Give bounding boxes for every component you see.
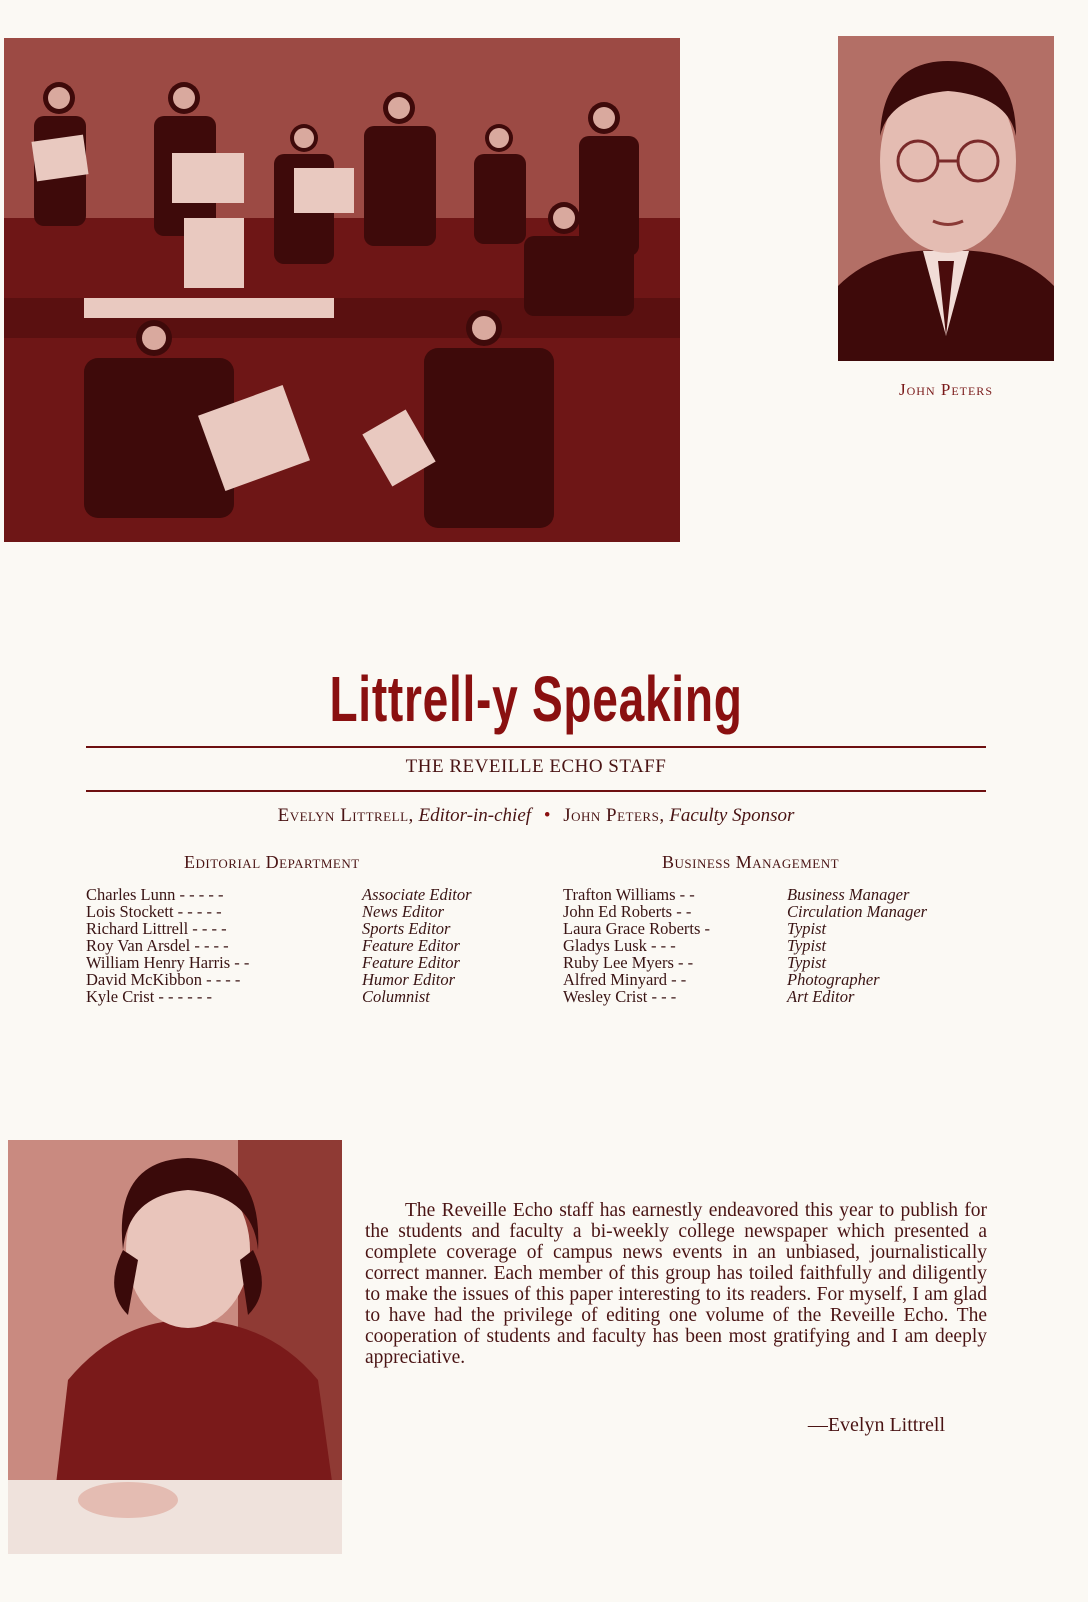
list-item — [86, 937, 472, 954]
staff-role: Sports Editor — [362, 919, 451, 938]
editor-portrait-illustration — [8, 1140, 342, 1554]
list-item — [563, 937, 927, 954]
sponsor-portrait-illustration — [838, 36, 1054, 361]
staff-role: Columnist — [362, 987, 430, 1006]
list-item — [86, 971, 472, 988]
staff-group-photo — [4, 38, 680, 542]
staff-name: Wesley Crist - - - — [563, 987, 677, 1006]
list-item — [563, 954, 927, 971]
staff-role: Associate Editor — [362, 885, 472, 904]
business-management-heading: Business Management — [662, 852, 840, 872]
staff-role: News Editor — [362, 902, 445, 921]
staff-name: Roy Van Arsdel - - - - — [86, 936, 229, 955]
list-item — [563, 920, 927, 937]
staff-role: Business Manager — [787, 885, 910, 904]
list-item — [563, 903, 927, 920]
page-title: Littrell-y Speaking — [329, 663, 743, 735]
staff-role: Typist — [787, 953, 827, 972]
list-item — [563, 988, 927, 1005]
staff-name: Trafton Williams - - — [563, 885, 695, 904]
list-item — [563, 971, 927, 988]
editor-name: Evelyn Littrell, — [277, 805, 414, 826]
staff-role: Photographer — [787, 970, 880, 989]
staff-name: Alfred Minyard - - — [563, 970, 687, 989]
editor-letter: The Reveille Echo staff has earnestly endeavored this year to publish for the students and faculty a bi-weekly college newspaper which presented a complete coverage of campus news events in an unbiased, journalistically correct manner. Each member of this group has toiled faithfully and diligently to make the issues of this paper interesting to its readers. For myself, I am glad to have had the privilege of editing one volume of the Reveille Echo. The cooperation of students and faculty has been most gratifying and I am deeply appreciative. — [365, 1200, 987, 1368]
editor-signature: —Evelyn Littrell — [807, 1414, 945, 1436]
staff-name: Lois Stockett - - - - - — [86, 902, 222, 921]
staff-role: Circulation Manager — [787, 902, 928, 921]
staff-name: Charles Lunn - - - - - — [86, 885, 224, 904]
staff-name: Gladys Lusk - - - — [563, 936, 676, 955]
list-item — [86, 954, 472, 971]
sponsor-portrait-photo — [838, 36, 1054, 361]
staff-role: Typist — [787, 936, 827, 955]
staff-role: Typist — [787, 919, 827, 938]
staff-name: William Henry Harris - - — [86, 953, 250, 972]
top-divider — [86, 746, 986, 748]
editorial-department-heading: Editorial Department — [184, 852, 360, 872]
list-item — [86, 886, 472, 903]
editorial-roster — [86, 886, 472, 1005]
staff-name: Laura Grace Roberts - — [563, 919, 711, 938]
sponsor-photo-caption: John Peters — [899, 380, 993, 399]
business-roster — [563, 886, 927, 1005]
staff-name: David McKibbon - - - - — [86, 970, 241, 989]
staff-role: Art Editor — [787, 987, 855, 1006]
list-item — [86, 988, 472, 1005]
staff-group-illustration — [4, 38, 680, 542]
editor-portrait-photo — [8, 1140, 342, 1554]
bottom-divider — [86, 790, 986, 792]
staff-name: Richard Littrell - - - - — [86, 919, 227, 938]
staff-heading: THE REVEILLE ECHO STAFF — [405, 756, 667, 777]
staff-name: Kyle Crist - - - - - - — [86, 987, 213, 1006]
sponsor-name: John Peters, — [563, 805, 665, 826]
staff-heads-line — [86, 805, 986, 827]
staff-name: Ruby Lee Myers - - — [563, 953, 694, 972]
list-item — [563, 886, 927, 903]
list-item — [86, 903, 472, 920]
sponsor-role: Faculty Sponsor — [669, 805, 795, 826]
editor-role: Editor-in-chief — [418, 805, 532, 826]
staff-name: John Ed Roberts - - — [563, 902, 692, 921]
list-item — [86, 920, 472, 937]
staff-role: Feature Editor — [362, 953, 460, 972]
staff-role: Feature Editor — [362, 936, 460, 955]
staff-role: Humor Editor — [362, 970, 456, 989]
separator-bullet: • — [543, 805, 551, 826]
